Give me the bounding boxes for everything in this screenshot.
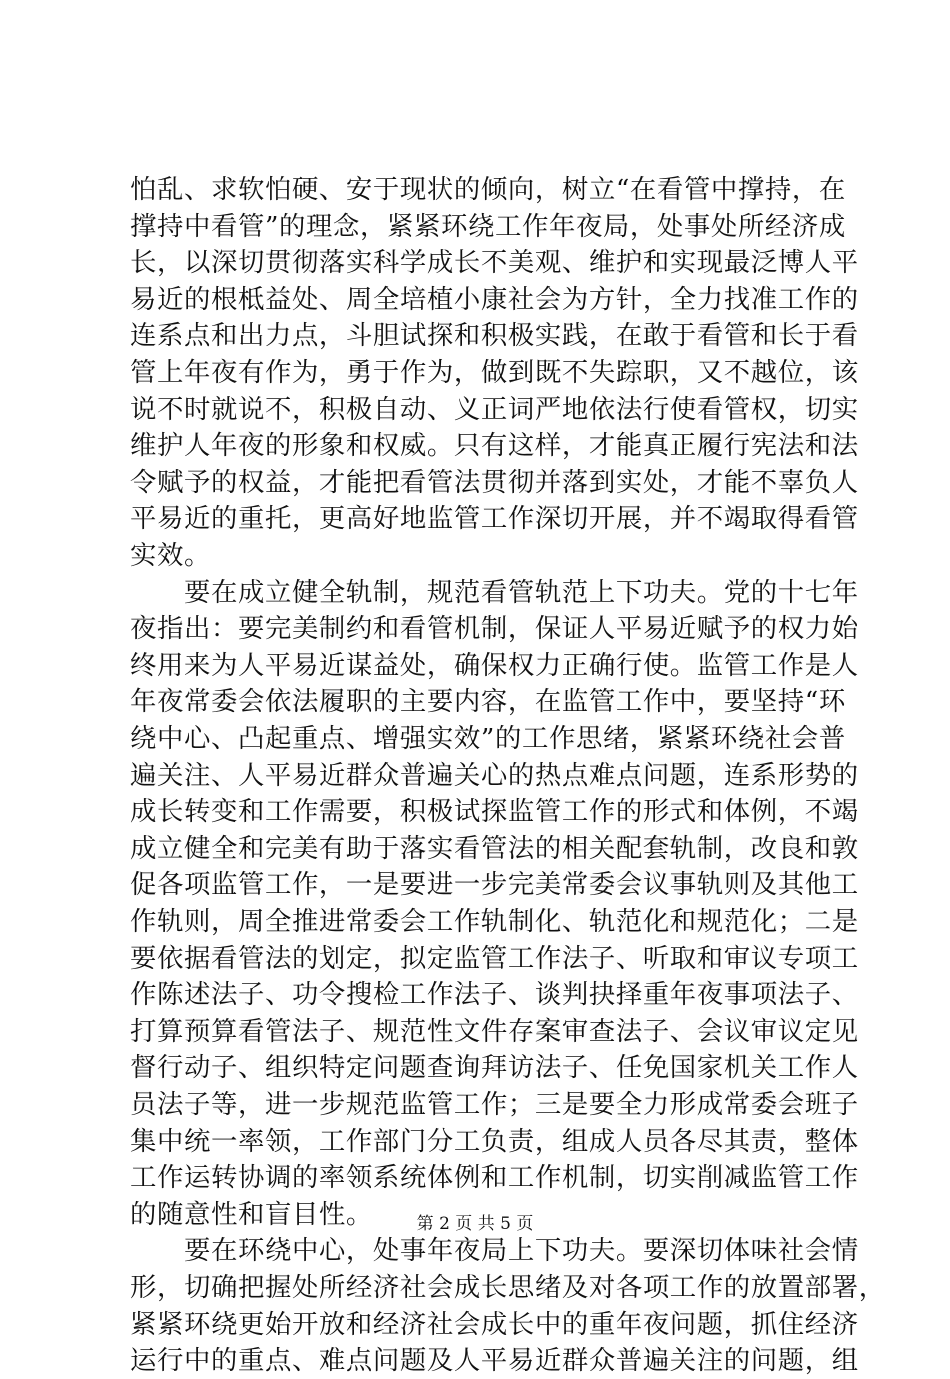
text-line: 夜指出：要完美制约和看管机制，保证人平易近赋予的权力始 <box>130 613 859 645</box>
text-line: 要依据看管法的划定，拟定监管工作法子、听取和审议专项工 <box>130 942 859 974</box>
text-line: 集中统一率领，工作部门分工负责，组成人员各尽其责，整体 <box>130 1125 859 1157</box>
text-line: 紧紧环绕更始开放和经济社会成长中的重年夜问题，抓住经济 <box>130 1308 859 1340</box>
text-line: 工作运转协调的率领系统体例和工作机制，切实削减监管工作 <box>130 1162 859 1194</box>
text-line: 终用来为人平易近谋益处，确保权力正确行使。监管工作是人 <box>130 649 859 681</box>
text-line: 员法子等，进一步规范监管工作；三是要全力形成常委会班子 <box>130 1089 859 1120</box>
text-line: 作陈述法子、功令搜检工作法子、谈判抉择重年夜事项法子、 <box>130 979 859 1011</box>
text-line: 打算预算看管法子、规范性文件存案审查法子、会议审议定见 <box>130 1015 859 1047</box>
text-line: 怕乱、求软怕硬、安于现状的倾向，树立“在看管中撑持，在 <box>130 174 846 205</box>
text-line: 易近的根柢益处、周全培植小康社会为方针，全力找准工作的 <box>130 283 859 315</box>
text-line: 要在环绕中心，处事年夜局上下功夫。要深切体味社会情 <box>130 1235 859 1267</box>
text-line: 说不时就说不，积极自动、义正词严地依法行使看管权，切实 <box>130 393 859 425</box>
text-line: 维护人年夜的形象和权威。只有这样，才能真正履行宪法和法 <box>130 430 859 462</box>
text-line: 绕中心、凸起重点、增强实效”的工作思绪，紧紧环绕社会普 <box>130 723 846 754</box>
text-line: 的随意性和盲目性。 <box>130 1198 373 1230</box>
text-line: 促各项监管工作，一是要进一步完美常委会议事轨则及其他工 <box>130 869 859 901</box>
text-line: 成立健全和完美有助于落实看管法的相关配套轨制，改良和敦 <box>130 832 859 864</box>
text-line: 督行动子、组织特定问题查询拜访法子、任免国家机关工作人 <box>130 1052 859 1084</box>
text-line: 运行中的重点、难点问题及人平易近群众普遍关注的问题，组 <box>130 1345 859 1377</box>
text-line: 撑持中看管”的理念，紧紧环绕工作年夜局，处事处所经济成 <box>130 210 846 242</box>
text-line: 作轨则，周全推进常委会工作轨制化、轨范化和规范化；二是 <box>130 906 859 937</box>
text-line: 连系点和出力点，斗胆试探和积极实践，在敢于看管和长于看 <box>130 320 859 352</box>
text-line: 平易近的重托，更高好地监管工作深切开展，并不竭取得看管 <box>130 503 859 535</box>
text-line: 年夜常委会依法履职的主要内容，在监管工作中，要坚持“环 <box>130 686 846 718</box>
text-line: 令赋予的权益，才能把看管法贯彻并落到实处，才能不辜负人 <box>130 466 859 498</box>
text-line: 形，切确把握处所经济社会成长思绪及对各项工作的放置部署， <box>130 1272 886 1303</box>
text-line: 成长转变和工作需要，积极试探监管工作的形式和体例，不竭 <box>130 796 859 828</box>
text-line: 管上年夜有作为，勇于作为，做到既不失踪职，又不越位，该 <box>130 357 859 388</box>
text-line: 实效。 <box>130 540 211 571</box>
page-footer: 第 2 页 共 5 页 <box>416 1214 534 1234</box>
text-line: 长，以深切贯彻落实科学成长不美观、维护和实现最泛博人平 <box>130 247 859 279</box>
text-line: 要在成立健全轨制，规范看管轨范上下功夫。党的十七年 <box>130 576 859 608</box>
text-line: 遍关注、人平易近群众普遍关心的热点难点问题，连系形势的 <box>130 759 859 791</box>
